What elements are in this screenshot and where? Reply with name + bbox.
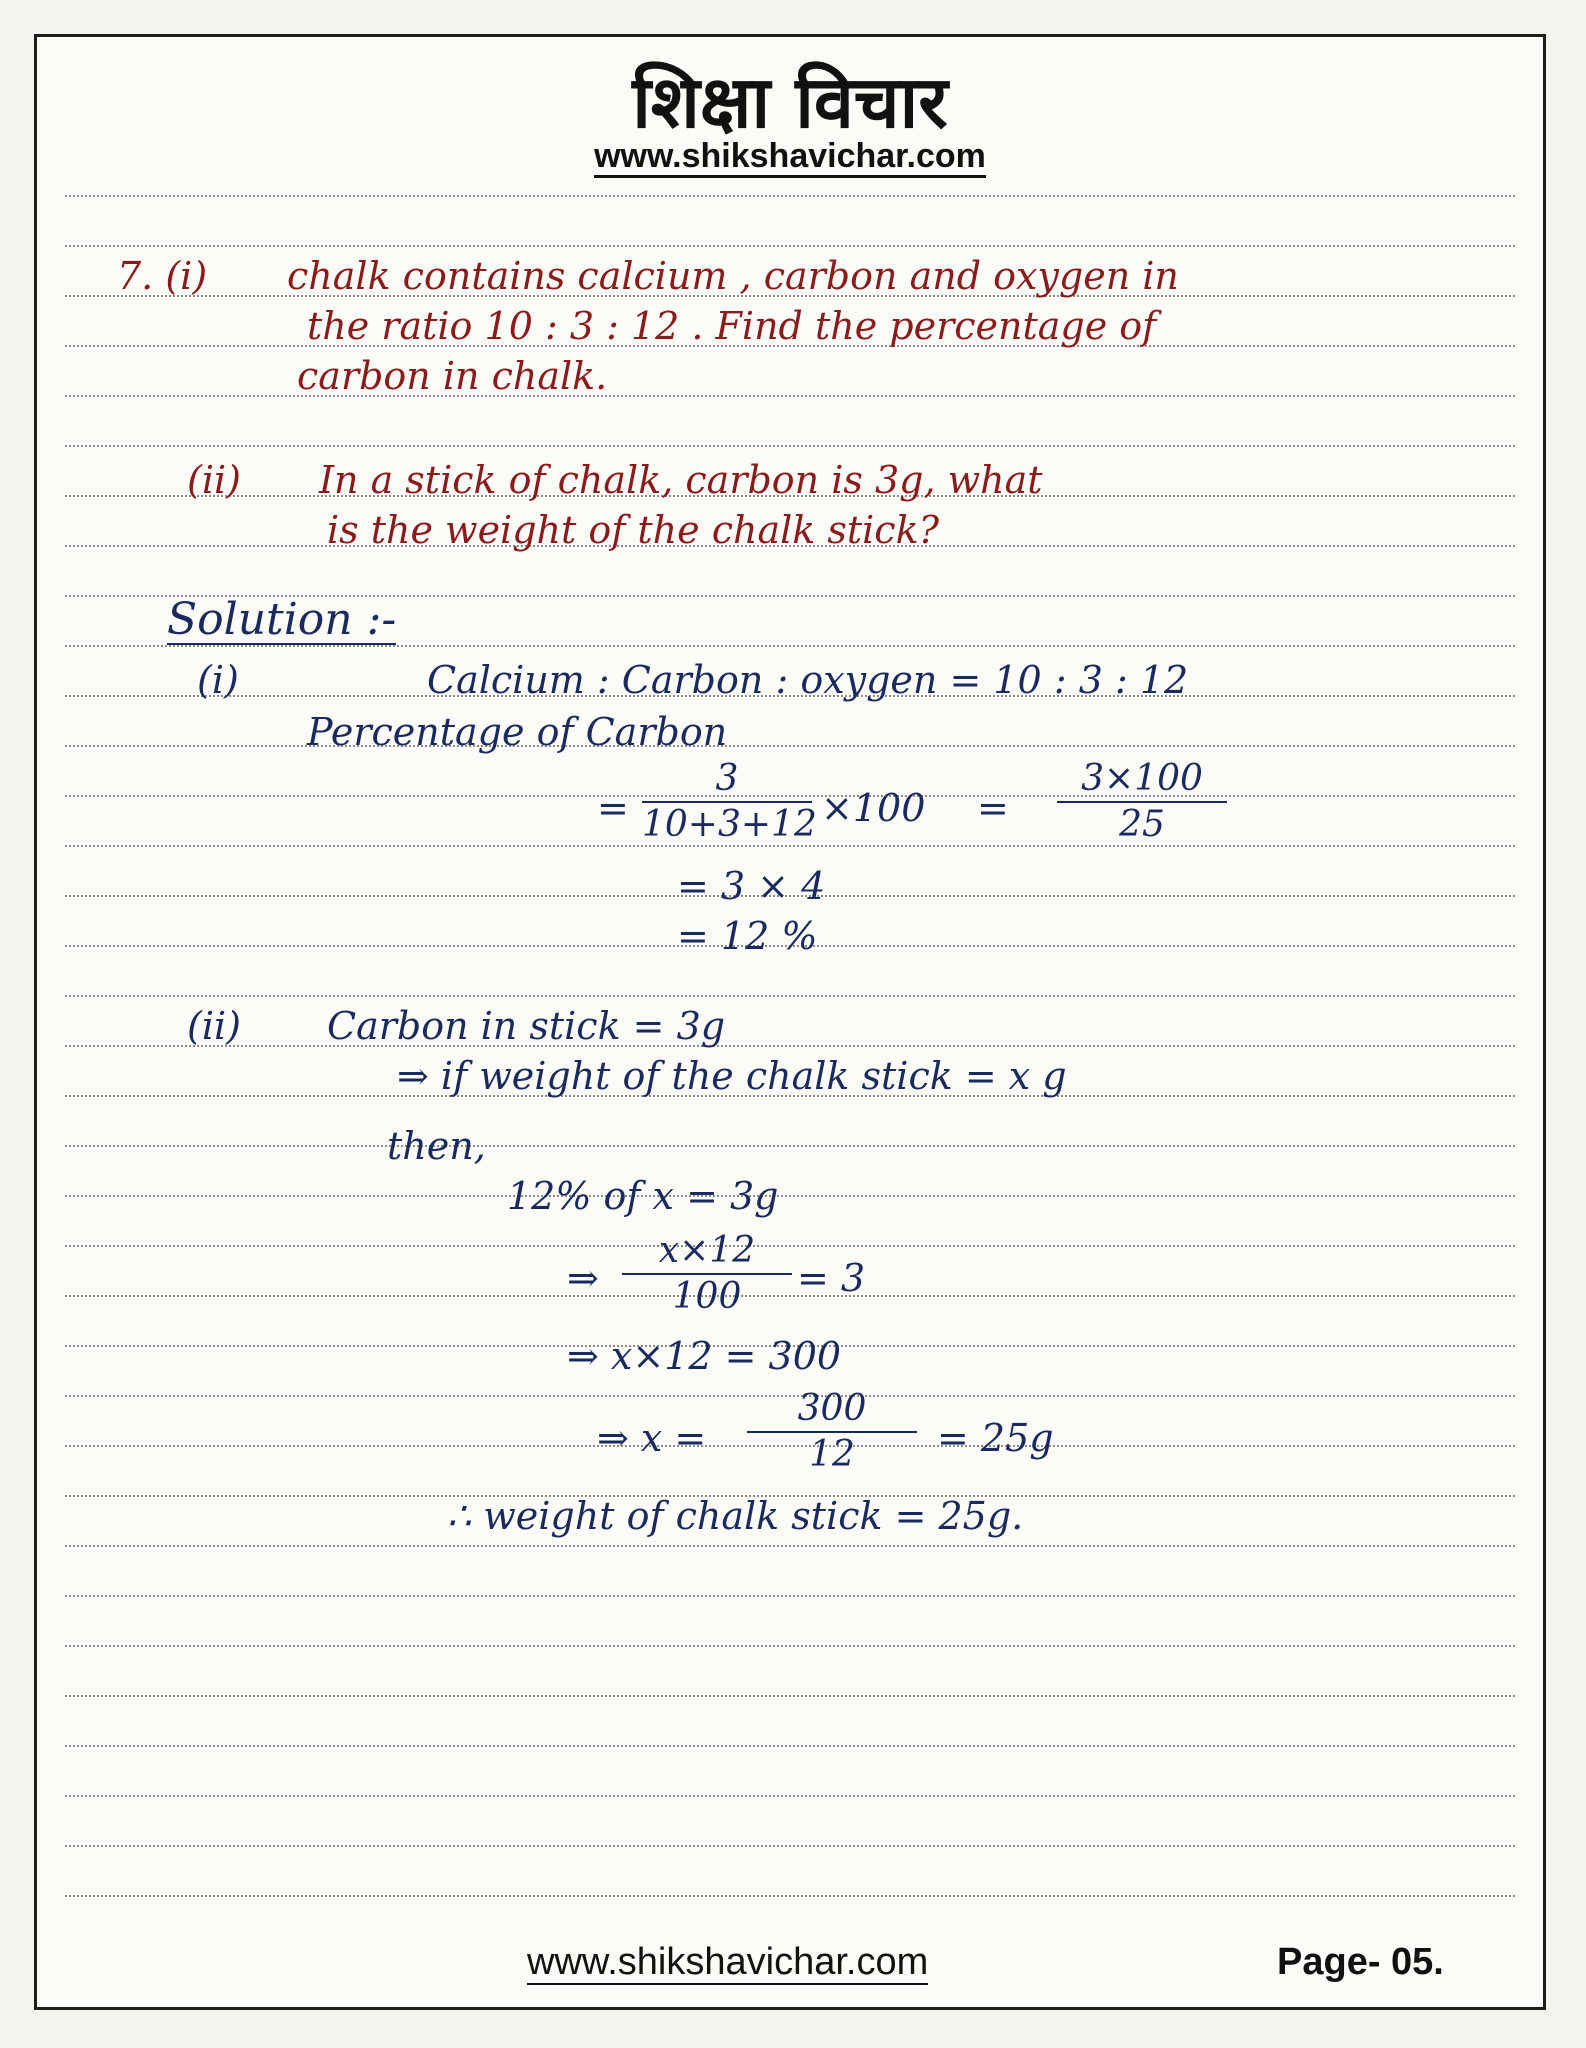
fraction-3-over-25: [642, 758, 817, 845]
ratio-line: Calcium : Carbon : oxygen = 10 : 3 : 12: [427, 658, 1189, 702]
eq1-equals: =: [977, 786, 1009, 830]
ruled-line: [65, 1045, 1515, 1047]
fraction-bar: [747, 1431, 917, 1433]
ruled-line: [65, 1795, 1515, 1797]
ruled-line: [65, 445, 1515, 447]
fraction-numerator: 3: [715, 758, 739, 799]
eq2-prefix: ⇒: [567, 1256, 599, 1300]
ruled-line: [65, 1545, 1515, 1547]
ruled-line: [65, 995, 1515, 997]
notebook-page: [34, 34, 1546, 2010]
eq1-times: ×100: [821, 786, 926, 830]
ruled-line: [65, 1595, 1515, 1597]
solution-label: Solution :-: [167, 594, 397, 645]
ruled-line: [65, 1845, 1515, 1847]
fraction-numerator: 3×100: [1081, 758, 1203, 799]
fraction-bar: [1057, 801, 1227, 803]
site-title: शिक्षा विचार: [632, 60, 948, 144]
ruled-line: [65, 245, 1515, 247]
question-part2-label: (ii): [187, 458, 241, 502]
question-part1-line3: carbon in chalk.: [297, 354, 608, 398]
fraction-numerator: 300: [797, 1388, 867, 1429]
fraction-denominator: 12: [809, 1434, 855, 1475]
ruled-line: [65, 1145, 1515, 1147]
question-part2-line2: is the weight of the chalk stick?: [327, 508, 939, 552]
eq4-prefix: ⇒ x =: [597, 1416, 707, 1460]
carbon-line: Carbon in stick = 3g: [327, 1004, 726, 1048]
fraction-300-over-12: [747, 1389, 917, 1475]
footer-url-text[interactable]: www.shikshavichar.com: [527, 1941, 929, 1983]
eq4-suffix: = 25g: [937, 1416, 1054, 1460]
ruled-line: [65, 395, 1515, 397]
ruled-line: [65, 845, 1515, 847]
page-number: Page- 05.: [1277, 1941, 1444, 1983]
ruled-line: [65, 1195, 1515, 1197]
question-part2-line1: In a stick of chalk, carbon is 3g, what: [319, 458, 1043, 502]
eq-12-percent: 12% of x = 3g: [507, 1174, 779, 1218]
question-number: 7. (i): [117, 254, 208, 298]
solution-part1-label: (i): [197, 658, 239, 702]
eq2: = 3 × 4: [677, 864, 826, 908]
eq3: ⇒ x×12 = 300: [567, 1334, 842, 1378]
eq3-result: = 12 %: [677, 914, 818, 958]
ruled-line: [65, 1895, 1515, 1897]
fraction-bar: [642, 801, 812, 803]
fraction-300-over-25: [1057, 759, 1227, 845]
fraction-x12-over-100: [622, 1231, 792, 1317]
header-url-text[interactable]: www.shikshavichar.com: [594, 137, 986, 178]
eq1-prefix: =: [597, 786, 629, 830]
eq2-suffix: = 3: [797, 1256, 866, 1300]
footer-url[interactable]: [527, 1941, 928, 1984]
fraction-bar: [622, 1273, 792, 1275]
solution-part2-label: (ii): [187, 1004, 241, 1048]
ruled-line: [65, 1645, 1515, 1647]
question-part1-line1: chalk contains calcium , carbon and oxygen in: [287, 254, 1179, 298]
let-line: ⇒ if weight of the chalk stick = x g: [397, 1054, 1067, 1098]
ruled-line: [65, 645, 1515, 647]
then-line: then,: [387, 1124, 486, 1168]
ruled-line: [65, 745, 1515, 747]
percentage-label: Percentage of Carbon: [307, 710, 728, 754]
ruled-line: [65, 1745, 1515, 1747]
fraction-numerator: x×12: [658, 1230, 756, 1271]
header-url[interactable]: [37, 137, 1543, 176]
fraction-denominator: 25: [1119, 804, 1165, 845]
ruled-line: [65, 1695, 1515, 1697]
fraction-denominator: 10+3+12: [642, 804, 817, 845]
ruled-line: [65, 195, 1515, 197]
question-part1-line2: the ratio 10 : 3 : 12 . Find the percentage of: [307, 304, 1157, 348]
fraction-denominator: 100: [672, 1276, 742, 1317]
conclusion-line: ∴ weight of chalk stick = 25g.: [447, 1494, 1024, 1538]
